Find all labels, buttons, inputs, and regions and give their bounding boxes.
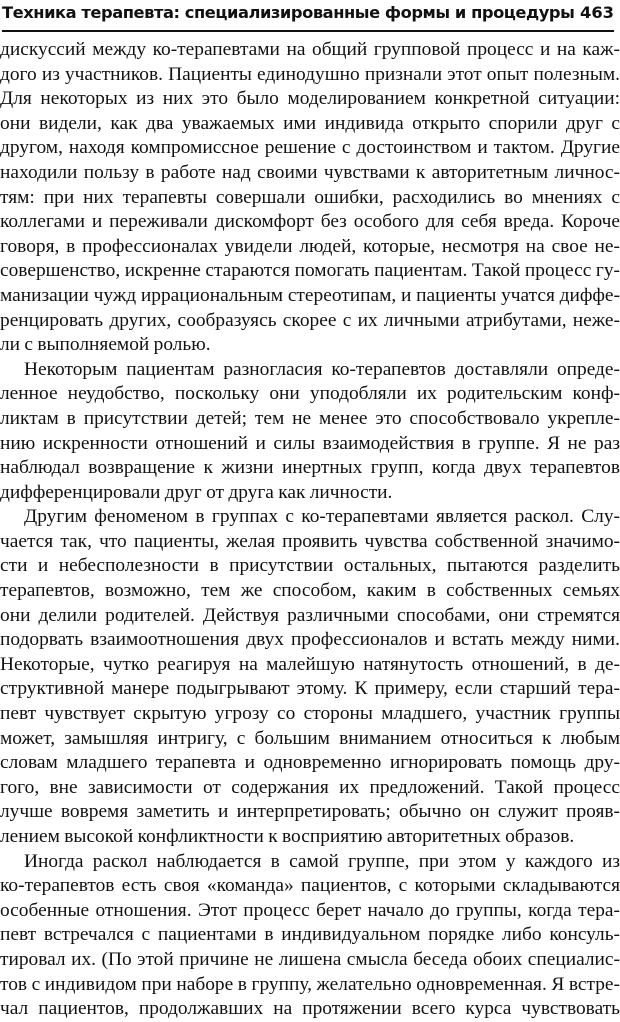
text-line: ли с выполняемой ролью.: [0, 334, 211, 356]
text-line: дифференцировали друг от друга как личности.: [0, 481, 393, 503]
text-line: ликтам в присутствии детей; тем не менее это способствовало укрепле-: [0, 407, 620, 429]
text-line: ленное неудобство, поскольку они уподобляли их родительским конф-: [0, 383, 620, 405]
text-line: чается так, что пациенты, желая проявить чувства собственной значимо-: [0, 530, 620, 552]
text-line: певт встречался с пациентами в индивидуальном порядке либо консуль-: [0, 924, 620, 946]
text-line: может, замышляя интригу, с большим вниманием относиться к любым: [0, 727, 620, 749]
text-line: тов с индивидом при наборе в группу, желательно одновременная. Я встре-: [0, 973, 620, 995]
text-line: Некоторые, чутко реагируя на малейшую натянутость отношений, в де-: [0, 653, 620, 675]
text-line: лучше вовремя заметить и интерпретировать; обычно он служит прояв-: [0, 801, 620, 823]
text-line: манизации чужд иррациональным стереотипам, и пациенты учатся диффе-: [0, 284, 620, 306]
text-line: тям: при них терапевты совершали ошибки, расходились во мнениях с: [0, 186, 620, 208]
text-line: наблюдал возвращение к жизни инертных групп, когда двух терапевтов: [0, 457, 620, 479]
text-line: нию искренности отношений и силы взаимодействия в группе. Я не раз: [0, 432, 620, 454]
text-line: дискуссий между ко-терапевтами на общий групповой процесс и на каж-: [0, 39, 620, 60]
text-line: дого из участников. Пациенты единодушно признали этот опыт полезным.: [0, 63, 620, 85]
text-line: словам младшего терапевта и одновременно игнорировать помощь дру-: [0, 752, 620, 774]
text-line: лением высокой конфликтности к восприятию авторитетных образов.: [0, 826, 575, 847]
running-title: Техника терапевта: специализированные формы и процедуры: [2, 3, 575, 22]
running-head: [2, 0, 614, 32]
text-line: другом, находя компромиссное решение с достоинством и тактом. Другие: [0, 137, 620, 159]
text-line: терапевтов, возможно, тем же способом, каким в собственных семьях: [0, 580, 620, 602]
text-line: чал пациентов, продолжавших на протяжении всего курса чувствовать: [0, 998, 620, 1020]
text-line: структивной манере подыгрывают этому. К примеру, если старший тера-: [0, 678, 620, 700]
text-line: Другим феноменом в группах с ко-терапевтами является раскол. Слу-: [24, 506, 620, 528]
text-line: находили пользу в работе над своими чувствами к авторитетным личнос-: [0, 161, 620, 183]
text-line: коллегами и переживали дискомфорт без особого для себя вреда. Короче: [0, 211, 620, 233]
text-line: совершенство, искренне стараются помогать пациентам. Такой процесс гу-: [0, 260, 620, 282]
text-line: ренцировать других, сообразуясь скорее с их личными атрибутами, неже-: [0, 309, 620, 331]
page-number: 463: [580, 3, 614, 22]
text-line: ко-терапевтов есть своя «команда» пациентов, с которыми складываются: [0, 875, 620, 897]
text-line: подорвать взаимоотношения двух профессионалов и встать между ними.: [0, 629, 620, 651]
text-line: сти и небесполезности в присутствии остальных, пытаются разделить: [0, 555, 620, 577]
body-text: [0, 38, 620, 1022]
text-line: Для некоторых из них это было моделированием конкретной ситуации:: [0, 88, 620, 110]
text-line: певт чувствует скрытую угрозу со стороны младшего, участник группы: [0, 703, 620, 725]
text-line: Некоторым пациентам разногласия ко-терапевтов доставляли опреде-: [24, 358, 620, 380]
text-line: они делили родителей. Действуя различными способами, они стремятся: [0, 604, 620, 626]
text-line: говоря, в профессионалах увидели людей, которые, несмотря на свое не-: [0, 235, 620, 257]
text-line: они видели, как два уважаемых ими индивида открыто спорили друг с: [0, 112, 620, 134]
text-line: тировал их. (По этой причине не лишена смысла беседа обоих специалис-: [0, 948, 620, 970]
text-line: гого, вне зависимости от содержания их предложений. Такой процесс: [0, 776, 620, 798]
text-line: Иногда раскол наблюдается в самой группе, при этом у каждого из: [24, 850, 620, 872]
text-line: особенные отношения. Этот процесс берет начало до группы, когда тера-: [0, 899, 620, 921]
